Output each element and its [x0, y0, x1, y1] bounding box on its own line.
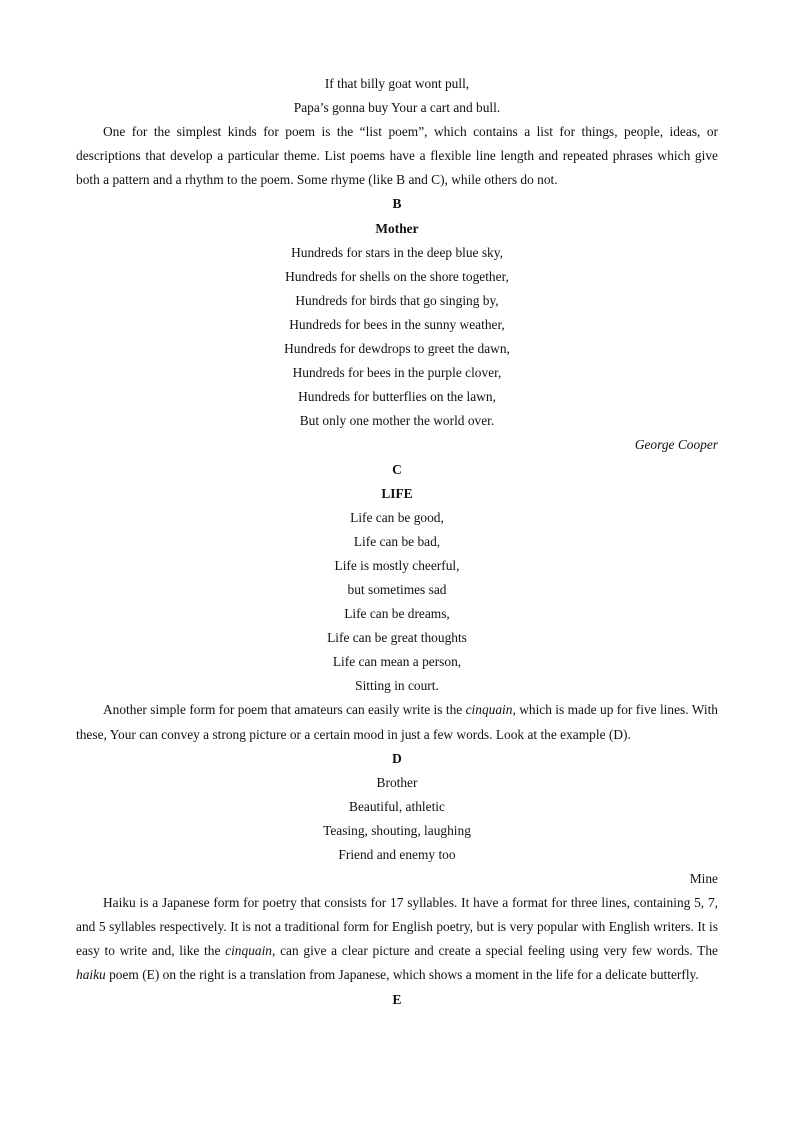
- poem-e-label: E: [392, 991, 402, 1007]
- poem-d-line: Brother: [376, 774, 418, 790]
- poem-c-title: LIFE: [381, 485, 413, 501]
- poem-c-label: C: [392, 461, 402, 477]
- text-segment: Another simple form for poem that amateurs can easily write is the: [103, 702, 466, 718]
- haiku-paragraph-text: [76, 891, 718, 987]
- poem-c-line: but sometimes sad: [347, 581, 447, 597]
- poem-c-line: Sitting in court.: [355, 678, 439, 694]
- poem-b-title: Mother: [375, 220, 419, 236]
- intro-line-2: Papa’s gonna buy Your a cart and bull.: [293, 100, 501, 116]
- poem-c-line: Life can be bad,: [353, 533, 441, 549]
- list-poem-paragraph: [76, 120, 718, 192]
- haiku-paragraph: [76, 891, 718, 987]
- list-poem-paragraph-text: One for the simplest kinds for poem is the “list poem”, which contains a list for things, people, ideas, or descriptions that develop a particular theme. List poems have a flexible line length and repeated phrases which give both a pattern and a rhythm to the poem. Some rhyme (like B and C), while others do not.: [76, 124, 718, 188]
- term-haiku: haiku: [76, 967, 106, 983]
- poem-b-label: B: [392, 196, 402, 212]
- poem-b-line: Hundreds for birds that go singing by,: [295, 292, 499, 308]
- text-segment: , which is made up for five lines. With these, Your can convey a strong picture or a certain mood in just a few words. Look at the example (D).: [76, 702, 718, 742]
- poem-d-line: Friend and enemy too: [338, 847, 456, 862]
- poem-d-last-line: Mine: [689, 871, 718, 887]
- poem-c-line: Life can be good,: [350, 509, 444, 525]
- poem-d-line: Beautiful, athletic: [349, 798, 445, 814]
- document-body: [76, 72, 718, 1012]
- cinquain-paragraph-text: [76, 698, 718, 746]
- poem-d-label: D: [392, 750, 402, 766]
- term-cinquain: cinquain: [225, 943, 273, 959]
- text-segment: , can give a clear picture and create a special feeling using very few words. The: [272, 943, 718, 959]
- poem-b-line: Hundreds for stars in the deep blue sky,: [291, 244, 503, 260]
- text-segment: poem (E) on the right is a translation from Japanese, which shows a moment in the life for a delicate butterfly.: [105, 967, 699, 983]
- poem-c-line: Life can be great thoughts: [327, 630, 467, 646]
- poem-c-line: Life is mostly cheerful,: [334, 557, 460, 573]
- poem-b-line: But only one mother the world over.: [299, 413, 495, 429]
- text-segment: Haiku is a Japanese form for poetry that consists for 17 syllables. It have a format for three lines, containing 5, 7, and 5 syllables respectively. It is not a traditional form for English poetry, but is very popular with English writers. It is easy to write and, like the: [76, 895, 718, 959]
- term-cinquain: cinquain: [465, 702, 513, 718]
- poem-b-line: Hundreds for shells on the shore together,: [285, 268, 509, 284]
- poem-d-line: Teasing, shouting, laughing: [323, 822, 471, 838]
- poem-b-line: Hundreds for dewdrops to greet the dawn,: [284, 341, 510, 357]
- cinquain-paragraph: [76, 698, 718, 746]
- poem-b-author: George Cooper: [634, 437, 718, 453]
- poem-b-line: Hundreds for butterflies on the lawn,: [298, 389, 496, 405]
- poem-c-line: Life can mean a person,: [332, 654, 462, 670]
- poem-b-line: Hundreds for bees in the purple clover,: [292, 365, 502, 381]
- poem-b-line: Hundreds for bees in the sunny weather,: [289, 316, 505, 332]
- intro-line-1: If that billy goat wont pull,: [324, 76, 470, 91]
- poem-c-line: Life can be dreams,: [344, 606, 450, 622]
